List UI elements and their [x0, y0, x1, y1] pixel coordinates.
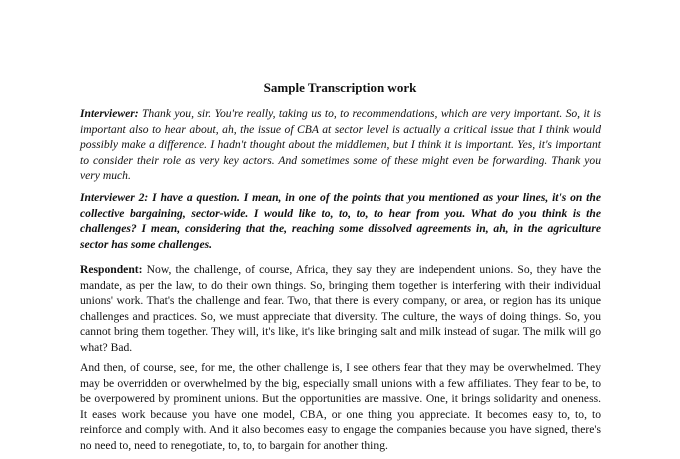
- paragraph-interviewer: [80, 106, 601, 184]
- paragraph-text: Thank you, sir. You're really, taking us to, to recommendations, which are very important. So, it is important also to hear about, ah, the issue of CBA at sector level is actually a critical issue that I think would possibly make a difference. I hadn't thought about the middlemen, but I think it is important. Yes, it's important to consider their role as very key actors. And sometimes some of these might even be forwarding. Thank you very much.: [80, 107, 601, 183]
- paragraph-text: And then, of course, see, for me, the other challenge is, I see others fear that they may be overwhelmed. They may be overridden or overwhelmed by the big, especially small unions with a few affiliates. They fear to be, to be overpowered by prominent unions. But the opportunities are massive. One, it brings solidarity and oneness. It eases work because you have one model, CBA, or one thing you appreciate. It becomes easy to, to, to reinforce and comply with. And it also becomes easy to engage the companies because you have signed, there's no need to, need to renegotiate, to, to, to bargain for another thing.: [80, 361, 601, 452]
- paragraph-interviewer-2: [80, 190, 601, 252]
- paragraph-text: Now, the challenge, of course, Africa, they say they are independent unions. So, they have the mandate, as per the law, to do their own things. So, bringing them together is interfering with their individual unions' work. That's the challenge and fear. Two, that there is every company, or area, or region has its unique challenges and practices. So, we must appreciate that diversity. The culture, the ways of doing things. So, you cannot bring them together. They will, it's like, it's like bringing salt and milk instead of sugar. The milk will go what? Bad.: [80, 263, 601, 354]
- paragraph-text: Interviewer 2: I have a question. I mean, in one of the points that you mentioned as your lines, it's on the collective bargaining, sector-wide. I would like to, to, to, to hear from you. What do you think is the challenges? I mean, considering that the, reaching some dissolved agreements in, ah, in the agriculture sector has some challenges.: [80, 191, 601, 251]
- paragraph-respondent-continued: [80, 360, 601, 454]
- document-title: Sample Transcription work: [263, 80, 417, 95]
- speaker-label: Interviewer:: [80, 107, 139, 120]
- paragraph-respondent: [80, 262, 601, 356]
- speaker-label: Respondent:: [80, 263, 143, 276]
